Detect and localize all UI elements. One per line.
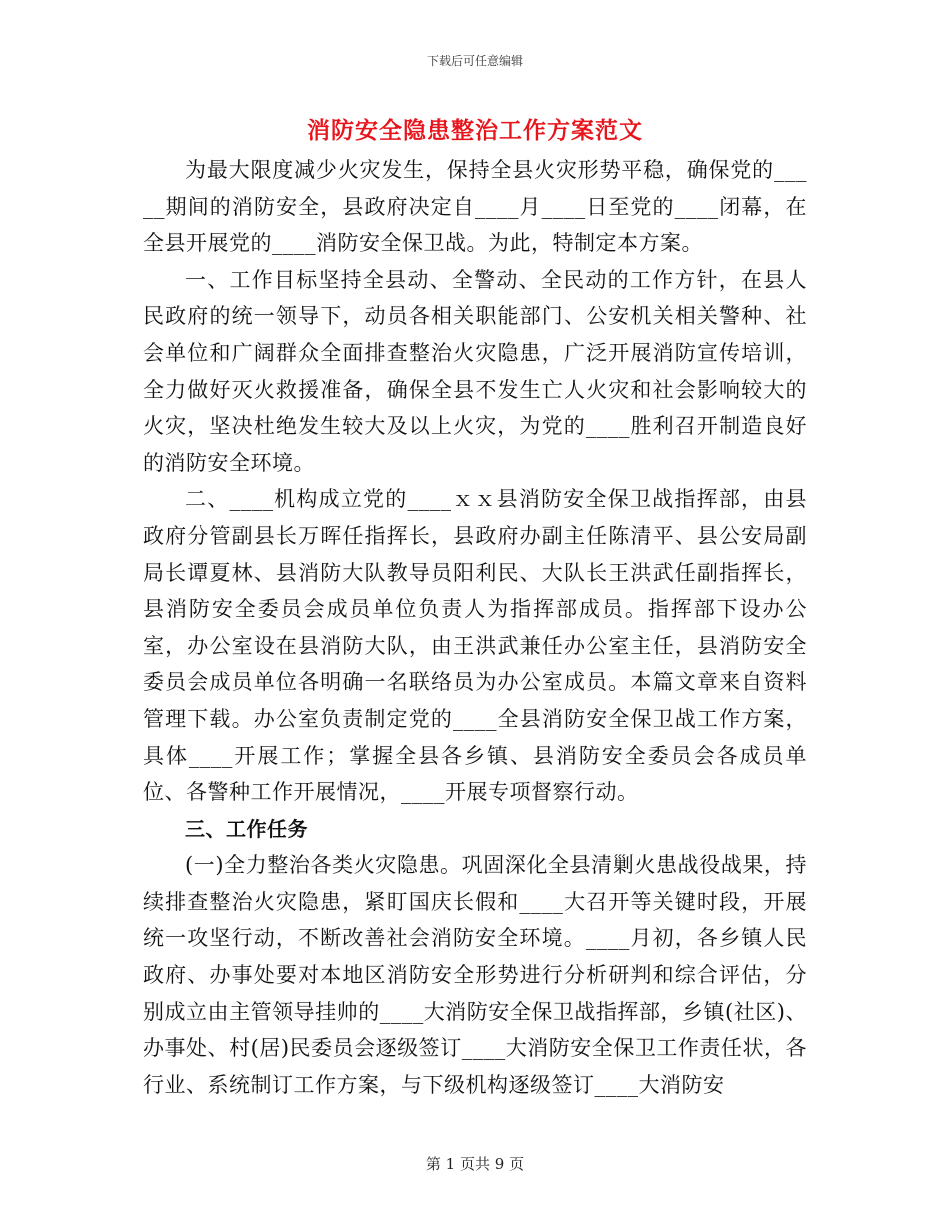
paragraph-intro: 为最大限度减少火灾发生，保持全县火灾形势平稳，确保党的_____期间的消防安全，县政府决定自____月____日至党的____闭幕，在全县开展党的____消防安全保卫战。为此，特制定本方案。 xyxy=(143,158,807,256)
paragraph-task-1: (一)全力整治各类火灾隐患。巩固深化全县清剿火患战役战果，持续排查整治火灾隐患，紧盯国庆长假和____大召开等关键时段，开展统一攻坚行动，不断改善社会消防安全环境。____月初，各乡镇人民政府、办事处要对本地区消防安全形势进行分析研判和综合评估，分别成立由主管领导挂帅的____大消防安全保卫战指挥部，乡镇(社区)、办事处、村(居)民委员会逐级签订____大消防安全保卫工作责任状，各行业、系统制订工作方案，与下级机构逐级签订____大消防安 xyxy=(143,853,807,1097)
paragraph-section-2: 二、____机构成立党的____ｘｘ县消防安全保卫战指挥部，由县政府分管副县长万晖任指挥长，县政府办副主任陈清平、县公安局副局长谭夏林、县消防大队教导员阳利民、大队长王洪武任副指挥长，县消防安全委员会成员单位负责人为指挥部成员。指挥部下设办公室，办公室设在县消防大队，由王洪武兼任办公室主任，县消防安全委员会成员单位各明确一名联络员为办公室成员。本篇文章来自资料管理下载。办公室负责制定党的____全县消防安全保卫战工作方案，具体____开展工作；掌握全县各乡镇、县消防安全委员会各成员单位、各警种工作开展情况，____开展专项督察行动。 xyxy=(143,487,807,805)
document-body xyxy=(143,152,807,1103)
paragraph-section-1: 一、工作目标坚持全县动、全警动、全民动的工作方针，在县人民政府的统一领导下，动员各相关职能部门、公安机关相关警种、社会单位和广阔群众全面排查整治火灾隐患，广泛开展消防宣传培训，全力做好灭火救援准备，确保全县不发生亡人火灾和社会影响较大的火灾，坚决杜绝发生较大及以上火灾，为党的____胜利召开制造良好的消防安全环境。 xyxy=(143,267,807,475)
document-title: 消防安全隐患整治工作方案范文 xyxy=(307,118,643,144)
page-number-footer: 第 1 页共 9 页 xyxy=(425,1155,525,1173)
section-heading-3: 三、工作任务 xyxy=(185,816,308,841)
page-header-note: 下载后可任意编辑 xyxy=(426,54,523,68)
